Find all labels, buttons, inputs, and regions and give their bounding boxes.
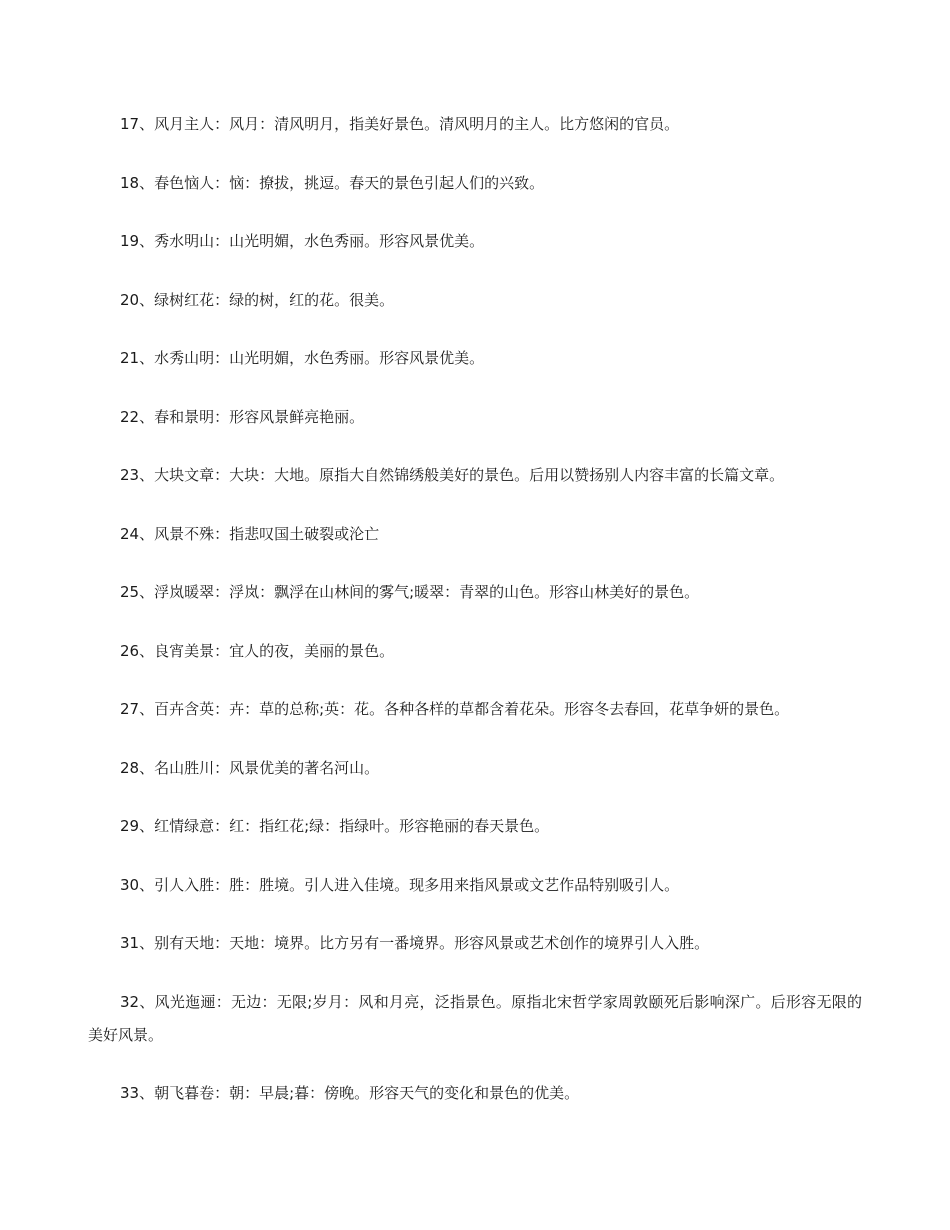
entry-term: 水秀山明： bbox=[154, 349, 230, 367]
entry-term: 良宵美景： bbox=[154, 641, 230, 660]
entry-term: 百卉含英： bbox=[154, 700, 230, 718]
entry-term: 朝飞暮卷： bbox=[154, 1084, 230, 1102]
entry-number: 30、 bbox=[120, 875, 155, 894]
entry-term: 名山胜川： bbox=[154, 758, 230, 777]
entry-term: 别有天地： bbox=[154, 934, 230, 952]
list-item bbox=[88, 752, 862, 785]
entry-term: 大块文章： bbox=[154, 466, 230, 484]
entry-definition: 浮岚：飘浮在山林间的雾气;暖翠：青翠的山色。形容山林美好的景色。 bbox=[229, 583, 700, 601]
entry-term: 浮岚暖翠： bbox=[154, 583, 230, 601]
list-item bbox=[88, 342, 862, 375]
entry-term: 春色恼人： bbox=[154, 173, 230, 192]
entry-term: 绿树红花： bbox=[154, 290, 230, 309]
entry-number: 33、 bbox=[120, 1084, 155, 1102]
entry-term: 秀水明山： bbox=[154, 232, 230, 250]
entry-term: 春和景明： bbox=[154, 407, 230, 426]
entry-number: 24、 bbox=[120, 524, 155, 543]
list-item bbox=[88, 927, 862, 960]
entry-term: 红情绿意： bbox=[154, 817, 230, 835]
list-item bbox=[88, 635, 862, 668]
entry-number: 25、 bbox=[120, 583, 155, 601]
entry-definition: 风景优美的著名河山。 bbox=[229, 758, 380, 777]
list-item bbox=[88, 518, 862, 551]
entry-number: 32、 bbox=[120, 992, 155, 1011]
entry-term: 风景不殊： bbox=[154, 524, 230, 543]
list-item bbox=[88, 401, 862, 434]
entry-number: 20、 bbox=[120, 290, 155, 309]
entry-number: 29、 bbox=[120, 817, 155, 835]
entry-number: 27、 bbox=[120, 700, 155, 718]
list-item bbox=[88, 869, 862, 902]
entry-definition: 绿的树，红的花。很美。 bbox=[229, 290, 395, 309]
entry-definition: 朝：早晨;暮：傍晚。形容天气的变化和景色的优美。 bbox=[229, 1084, 580, 1102]
list-item bbox=[88, 810, 862, 843]
list-item bbox=[88, 986, 862, 1052]
entry-definition: 宜人的夜，美丽的景色。 bbox=[229, 641, 395, 660]
entry-definition: 山光明媚，水色秀丽。形容风景优美。 bbox=[229, 349, 485, 367]
entry-number: 28、 bbox=[120, 758, 155, 777]
list-item bbox=[88, 108, 862, 141]
list-item bbox=[88, 693, 862, 726]
entry-definition: 大块：大地。原指大自然锦绣般美好的景色。后用以赞扬别人内容丰富的长篇文章。 bbox=[229, 466, 785, 484]
entry-definition: 红：指红花;绿：指绿叶。形容艳丽的春天景色。 bbox=[229, 817, 550, 835]
entry-definition: 指悲叹国土破裂或沦亡 bbox=[229, 524, 380, 543]
list-item bbox=[88, 459, 862, 492]
entry-number: 19、 bbox=[120, 232, 155, 250]
entry-term: 引人入胜： bbox=[154, 875, 230, 894]
list-item bbox=[88, 167, 862, 200]
list-item bbox=[88, 576, 862, 609]
list-item bbox=[88, 1077, 862, 1110]
entry-definition: 形容风景鲜亮艳丽。 bbox=[229, 407, 365, 426]
entry-definition: 山光明媚，水色秀丽。形容风景优美。 bbox=[229, 232, 485, 250]
entry-term: 风光迤逦： bbox=[154, 992, 231, 1011]
entry-definition: 卉：草的总称;英：花。各种各样的草都含着花朵。形容冬去春回，花草争妍的景色。 bbox=[229, 700, 790, 718]
idiom-list bbox=[88, 108, 862, 1136]
entry-definition: 无边：无限;岁月：风和月亮，泛指景色。原指北宋哲学家周敦颐死后影响深广。后形容无限的美好风景。 bbox=[88, 992, 862, 1044]
entry-number: 22、 bbox=[120, 407, 155, 426]
entry-number: 18、 bbox=[120, 173, 155, 192]
list-item bbox=[88, 225, 862, 258]
entry-definition: 恼：撩拔，挑逗。春天的景色引起人们的兴致。 bbox=[229, 173, 545, 192]
entry-definition: 胜：胜境。引人进入佳境。现多用来指风景或文艺作品特别吸引人。 bbox=[229, 875, 680, 894]
entry-definition: 天地：境界。比方另有一番境界。形容风景或艺术创作的境界引人入胜。 bbox=[229, 934, 710, 952]
entry-term: 风月主人： bbox=[154, 115, 230, 133]
entry-number: 21、 bbox=[120, 349, 155, 367]
entry-number: 31、 bbox=[120, 934, 155, 952]
entry-number: 26、 bbox=[120, 641, 155, 660]
list-item bbox=[88, 284, 862, 317]
entry-number: 23、 bbox=[120, 466, 155, 484]
entry-number: 17、 bbox=[120, 115, 155, 133]
entry-definition: 风月：清风明月，指美好景色。清风明月的主人。比方悠闲的官员。 bbox=[229, 115, 680, 133]
